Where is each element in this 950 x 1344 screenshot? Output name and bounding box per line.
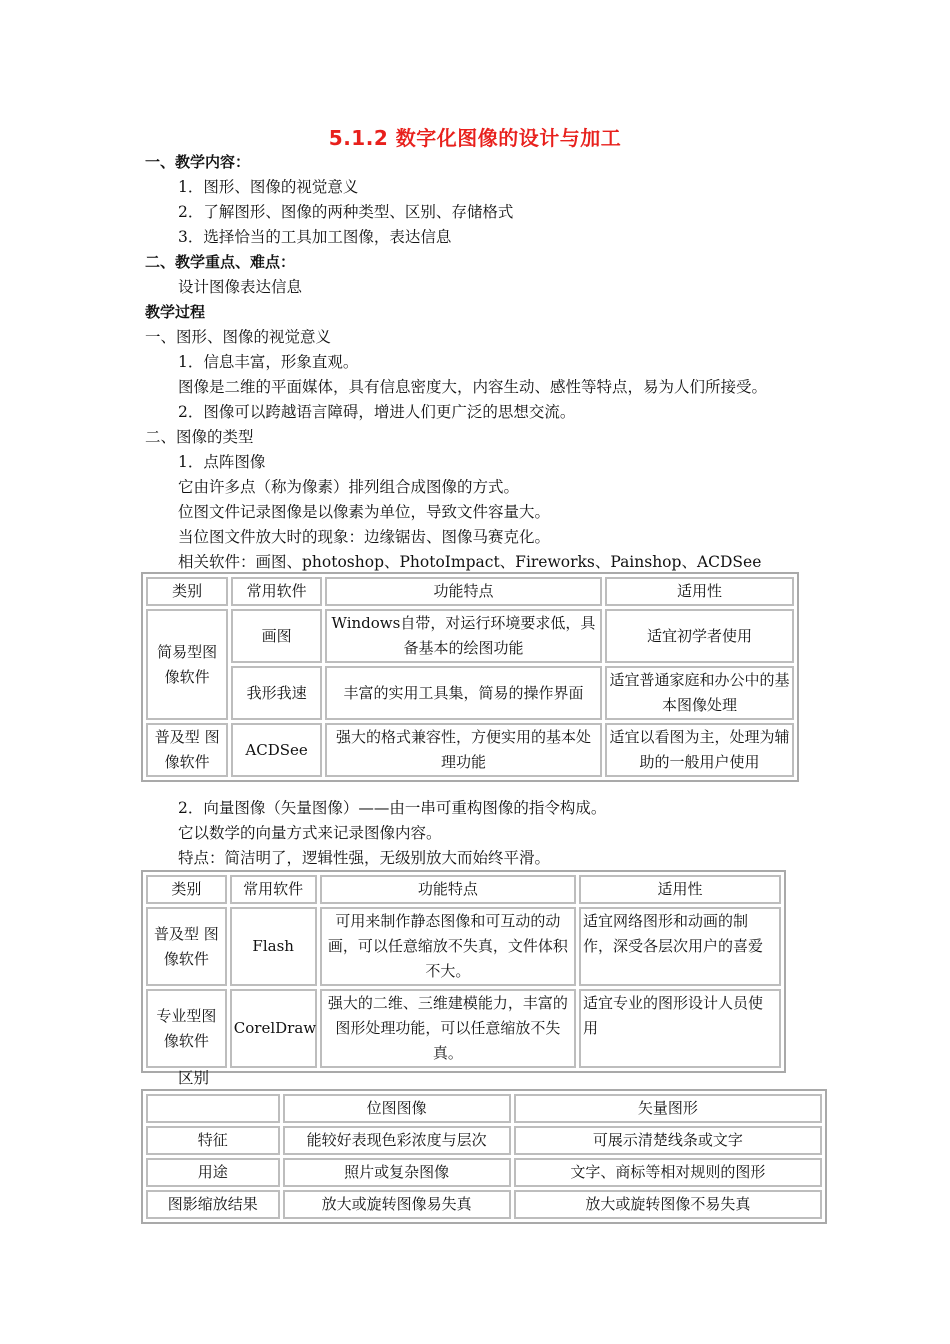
table-cell-vector: 文字、商标等相对规则的图形 [514,1158,822,1187]
table-header: 功能特点 [325,577,602,606]
content-item: 3．选择恰当的工具加工图像，表达信息 [178,228,452,246]
table-cell-aspect: 图影缩放结果 [146,1190,280,1219]
table-row [146,1126,822,1155]
table-cell-software: 我形我速 [231,666,321,720]
table-cell-aspect: 用途 [146,1158,280,1187]
table-row [146,1190,822,1219]
section-heading-content: 一、教学内容： [145,153,251,171]
part2-line: 位图文件记录图像是以像素为单位，导致文件容量大。 [178,503,551,521]
table-cell-software: Flash [230,907,317,986]
table-cell-category: 普及型 图像软件 [146,907,227,986]
table-cell-aspect: 特征 [146,1126,280,1155]
part1-line: 1．信息丰富，形象直观。 [178,353,359,371]
table-header: 矢量图形 [514,1094,822,1123]
table-header-row [146,1094,822,1123]
vector-software-table [141,870,786,1073]
table-header: 常用软件 [231,577,321,606]
table-row [146,989,781,1068]
table-row [146,609,794,663]
part2-line: 它由许多点（称为像素）排列组合成图像的方式。 [178,478,520,496]
table-cell-bitmap: 能较好表现色彩浓度与层次 [283,1126,511,1155]
part1-heading: 一、图形、图像的视觉意义 [145,328,332,346]
table-cell-suitability: 适宜以看图为主，处理为辅助的一般用户使用 [605,723,794,777]
part2-line: 1．点阵图像 [178,453,266,471]
table-cell-category: 专业型图像软件 [146,989,227,1068]
table-header-row [146,577,794,606]
part2-heading: 二、图像的类型 [145,428,254,446]
table-cell-features: 丰富的实用工具集，简易的操作界面 [325,666,602,720]
table-row [146,666,794,720]
vector-line: 特点：简洁明了，逻辑性强，无级别放大而始终平滑。 [178,849,551,867]
table-header: 适用性 [579,875,781,904]
table-cell-software: CorelDraw [230,989,317,1068]
focus-text: 设计图像表达信息 [178,278,303,296]
table-cell-bitmap: 放大或旋转图像易失真 [283,1190,511,1219]
table-cell-features: 强大的格式兼容性，方便实用的基本处理功能 [325,723,602,777]
content-item: 2．了解图形、图像的两种类型、区别、存储格式 [178,203,514,221]
part2-line: 当位图文件放大时的现象：边缘锯齿、图像马赛克化。 [178,528,551,546]
table-cell-suitability: 适宜普通家庭和办公中的基本图像处理 [605,666,794,720]
table-header: 常用软件 [230,875,317,904]
table-header: 类别 [146,577,228,606]
table-cell-software: ACDSee [231,723,321,777]
page-title: 5.1.2 数字化图像的设计与加工 [328,126,622,150]
table-cell-suitability: 适宜专业的图形设计人员使用 [579,989,781,1068]
raster-software-table [141,572,799,782]
process-heading: 教学过程 [145,303,206,321]
table-cell-vector: 放大或旋转图像不易失真 [514,1190,822,1219]
table-cell-category: 简易型图像软件 [146,609,228,720]
table-row [146,907,781,986]
table-cell-bitmap: 照片或复杂图像 [283,1158,511,1187]
table-header: 位图图像 [283,1094,511,1123]
vector-line: 它以数学的向量方式来记录图像内容。 [178,824,442,842]
table-cell-suitability: 适宜初学者使用 [605,609,794,663]
section-heading-focus: 二、教学重点、难点： [145,253,296,271]
table-row [146,1158,822,1187]
table-header [146,1094,280,1123]
table-cell-features: 可用来制作静态图像和可互动的动画，可以任意缩放不失真，文件体积不大。 [320,907,576,986]
vector-line: 2．向量图像（矢量图像）——由一串可重构图像的指令构成。 [178,799,607,817]
part2-line: 相关软件：画图、photoshop、PhotoImpact、Fireworks、Painshop、ACDSee [178,553,762,571]
part1-line: 图像是二维的平面媒体，具有信息密度大，内容生动、感性等特点，易为人们所接受。 [178,378,768,396]
table-cell-features: Windows自带，对运行环境要求低，具备基本的绘图功能 [325,609,602,663]
comparison-table [141,1089,827,1224]
table-header: 功能特点 [320,875,576,904]
table-header-row [146,875,781,904]
table-cell-vector: 可展示清楚线条或文字 [514,1126,822,1155]
table-cell-suitability: 适宜网络图形和动画的制作，深受各层次用户的喜爱 [579,907,781,986]
table-header: 类别 [146,875,227,904]
table-cell-category: 普及型 图像软件 [146,723,228,777]
table-header: 适用性 [605,577,794,606]
diff-label: 区别 [178,1069,210,1087]
table-cell-features: 强大的二维、三维建模能力，丰富的图形处理功能，可以任意缩放不失真。 [320,989,576,1068]
table-row [146,723,794,777]
content-item: 1．图形、图像的视觉意义 [178,178,359,196]
table-cell-software: 画图 [231,609,321,663]
part1-line: 2．图像可以跨越语言障碍，增进人们更广泛的思想交流。 [178,403,576,421]
